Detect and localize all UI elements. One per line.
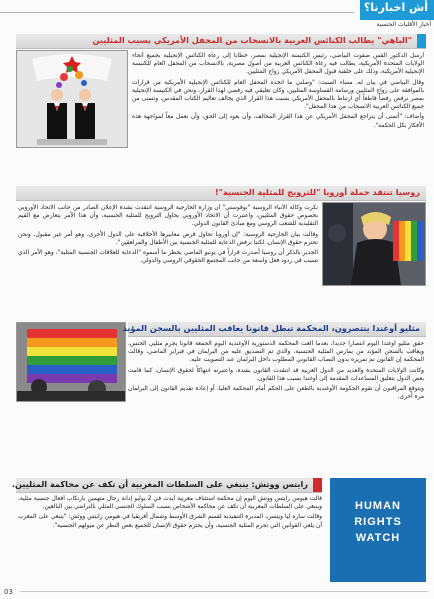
article-3 xyxy=(16,322,426,472)
article-1-body xyxy=(132,52,424,182)
article-4-title-bar xyxy=(11,478,322,493)
article-2-photo xyxy=(322,202,426,286)
article-2-paragraph: الجدير بالذكر أن روسيا أصدرت قراراً في يونيو الماضي يحظر ما أسموه "الدعاية للعلاقات الجنسية المثلية"، وهو الأمر الذي تسبب في ردود فعل واسعة من جانب المجتمع الحقوقي الروسي والدولي. xyxy=(18,250,318,265)
protest-police-image xyxy=(323,203,425,285)
header-rule xyxy=(0,12,354,13)
article-2-paragraph: وقالت بيان الخارجية الروسية: "إن أوروبا تحاول فرض معاييرها الأخلاقية على الدول الأخرى، وهو أمر غير مقبول، ونحن نحترم حقوق الإنسان، لكننا نرفض الدعاية للمثلية الجنسية بين الأطفال والمراهقين". xyxy=(18,231,318,246)
section-subtitle: أخبار الأقليات الجنسية xyxy=(376,21,431,28)
article-1-photo xyxy=(16,50,128,148)
article-3-title-bar xyxy=(122,322,426,337)
page-number: 03 xyxy=(4,588,13,596)
article-1 xyxy=(16,34,426,184)
logo-line: WATCH xyxy=(355,532,401,544)
title-tab xyxy=(313,478,322,492)
article-4-body xyxy=(18,495,322,585)
section-title: أش اخبارنا؟ xyxy=(363,1,428,14)
article-2 xyxy=(16,186,426,316)
footer-rule xyxy=(20,591,428,592)
article-1-paragraph: وأضاف: "أتمنى أن يتراجع المحفل الأمريكي عن هذا القرار المخالف، وأن يعود إلى الحق، وأن نعمل معاً لمواجهة هذه الأفكار بكل الحكمة". xyxy=(132,114,424,129)
logo-line: HUMAN xyxy=(355,500,401,512)
title-tab xyxy=(417,34,426,48)
article-1-paragraph: أرسل الدكتور القس صفوت البياضي، رئيس الكنيسة الإنجيلية بمصر، خطاباً إلى رعاة الكنائس الإنجيلية بجميع أنحاء الولايات المتحدة الأمريكية، يطالب فيه رعاة الكنائس العربية من أصول مصرية، بالانسحاب من المحفل العام للكنيسة الإنجيلية الأمريكية، وذلك على خلفية قبول المحفل الأمريكي زواج المثليين. xyxy=(132,53,424,76)
article-1-title: "الباهي" يطالب الكنائس العربية بالانسحاب من المحفل الأمريكي بسبب المثليين xyxy=(92,35,412,45)
rainbow-flag-crowd-image xyxy=(17,323,125,401)
article-3-paragraph: ويتوقع المراقبون أن تقوم الحكومة الأوغندية بالطعن على الحكم أمام المحكمة العليا، أو إعادة تقديم القانون إلى البرلمان مرة أخرى. xyxy=(128,386,424,401)
article-1-title-bar xyxy=(16,34,426,49)
article-2-body xyxy=(18,204,318,316)
article-4 xyxy=(11,478,426,586)
hrw-logo xyxy=(330,478,426,582)
section-header-badge xyxy=(360,0,434,20)
article-2-paragraph: نكرت وكالة الأنباء الروسية "نوفوستي" أن وزارة الخارجية الروسية انتقدت بشدة الإعلان الصادر من جانب الاتحاد الأوروبي بخصوص حقوق المثليين، واعتبرت أن الاتحاد الأوروبي يحاول الترويج للمثلية الجنسية، وأن هذا الأمر يتعارض مع القيم التقليدية للشعب الروسي ومع مبادئ القانون الدولي. xyxy=(18,205,318,228)
article-3-body xyxy=(128,340,424,472)
article-1-paragraph: وقال البياضي في بيان له، مساء السبت: "وصلني ما اتخذه المحفل العام للكنائس الإنجيلية الأمريكية من قرارات بالموافقة على زواج المثليين ورسامة القساوسة المثليين، وكان تعليقي فيه رفضي لهذا القرار، ونحن في الكنيسة الإنجيلية بمصر نرفض رفضاً قاطعاً أي ارتباط بالمحفل الأمريكي بسبب هذا القرار الذي يخالف تعاليم الكتاب المقدس، ونتمنى من جميع الكنائس العربية الانسحاب من هذا المحفل". xyxy=(132,79,424,111)
article-4-title: رايتس ووتش: ينبغي على السلطات المغربية أن تكف عن محاكمة المثليين. xyxy=(11,479,308,489)
article-3-paragraph: حقق مثليو أوغندا اليوم انتصاراً جديداً، بعدما ألغت المحكمة الدستورية الأوغندية اليوم الجمعة قانوناً يجرم مثليي الجنس، ويعاقب بالسجن المؤبد من يمارس المثلية الجنسية، والذي تم التصديق عليه من البرلمان في فبراير الماضي، وقالت المحكمة إن القانون تم تمريره بدون النصاب القانوني المطلوب داخل البرلمان عند التصويت عليه. xyxy=(128,341,424,364)
article-4-paragraph: قالت هيومن رايتس ووتش اليوم إن محكمة استئناف مغربية أيدت في 2 يوليو إدانة رجال متهمين بارتكاب أفعال جنسية مثلية، وينبغي على السلطات المغربية أن تكف عن محاكمة الأشخاص بسبب السلوك الجنسي المثلي بالتراضي بين البالغين. xyxy=(18,496,322,511)
article-3-paragraph: وكانت الولايات المتحدة والعديد من الدول الغربية قد انتقدت القانون بشدة، واعتبرته انتهاكاً لحقوق الإنسان، كما قامت بعض الدول بتعليق المساعدات المقدمة إلى أوغندا بسبب هذا القانون. xyxy=(128,367,424,382)
article-4-paragraph: وقالت ساره ليا ويتسن، المديرة التنفيذية لقسم الشرق الأوسط وشمال أفريقيا في هيومن رايتس ووتش: "ينبغي على المغرب أن يلغي القوانين التي تجرم المثلية الجنسية، وأن يحترم حقوق الإنسان للجميع بغض النظر عن ميولهم الجنسية". xyxy=(18,514,322,529)
article-3-title: مثليو أوغندا ينتصرون، المحكمة تبطل قانونا يعاقب المثليين بالسجن المؤبد xyxy=(122,323,420,333)
wedding-cake-topper-image xyxy=(17,51,127,147)
article-2-title: روسيا تنتقد حملة أوروبا "للترويج للمثلية الجنسية"! xyxy=(214,187,420,197)
hrw-logo-text xyxy=(340,498,416,546)
article-2-title-bar xyxy=(16,186,426,201)
logo-line: RIGHTS xyxy=(354,516,402,528)
article-3-photo xyxy=(16,322,126,402)
